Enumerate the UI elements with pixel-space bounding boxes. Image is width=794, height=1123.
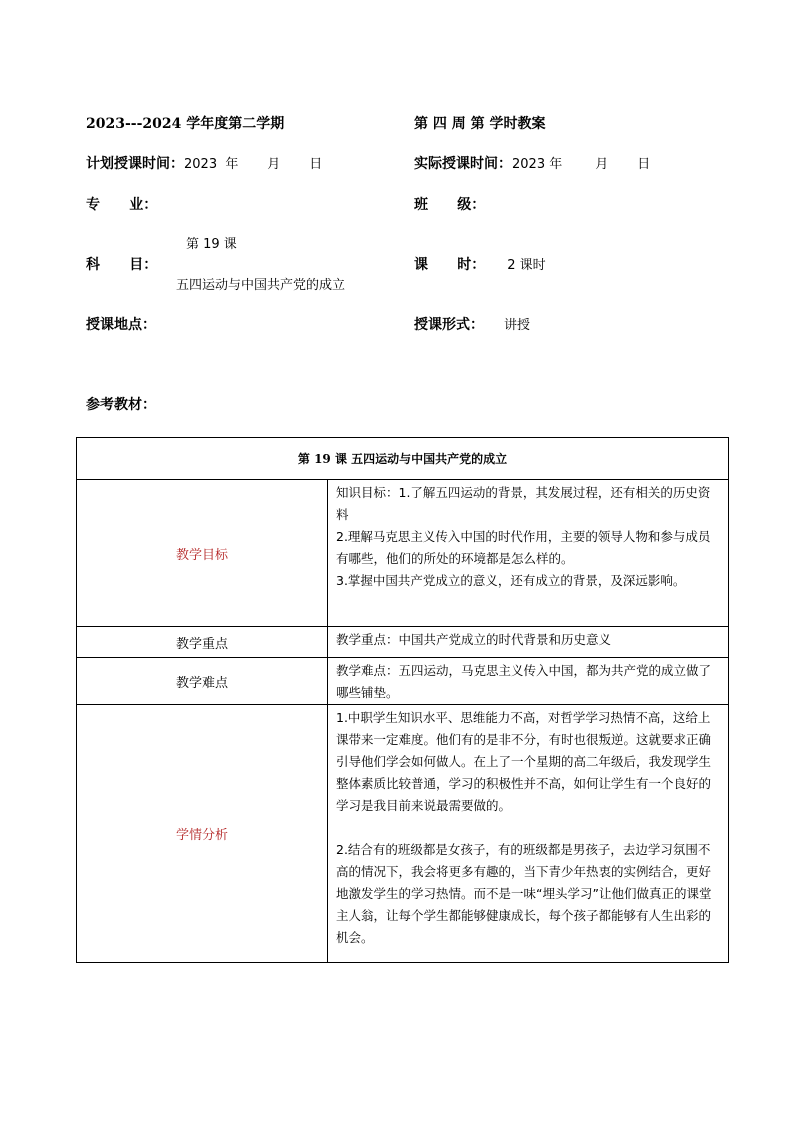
actual-time-value: 2023 年 月 日 bbox=[512, 157, 651, 172]
table-row bbox=[77, 627, 729, 658]
objectives-line: 3.掌握中国共产党成立的意义，还有成立的背景，及深远影响。 bbox=[336, 573, 686, 588]
hours-value: 2 课时 bbox=[507, 258, 546, 273]
table-row bbox=[77, 658, 729, 705]
hours bbox=[414, 254, 546, 274]
form bbox=[414, 314, 530, 334]
key-points-line: 教学重点：中国共产党成立的时代背景和历史意义 bbox=[336, 632, 612, 647]
table-row bbox=[77, 705, 729, 963]
form-label: 授课形式： bbox=[414, 317, 484, 333]
hours-label: 课 时： bbox=[414, 257, 486, 273]
key-points-content bbox=[328, 627, 729, 658]
objectives-content bbox=[328, 480, 729, 627]
objectives-line: 知识目标：1.了解五四运动的背景，其发展过程，还有相关的历史资料 bbox=[336, 485, 711, 522]
table-title: 第 19 课 五四运动与中国共产党的成立 bbox=[77, 438, 729, 480]
row-label-difficulties: 教学难点 bbox=[77, 658, 328, 705]
row-label-objectives: 教学目标 bbox=[77, 480, 328, 627]
row-label-key-points: 教学重点 bbox=[77, 627, 328, 658]
actual-time bbox=[414, 153, 650, 173]
reference-label: 参考教材： bbox=[86, 397, 156, 413]
semester-text: 2023---2024 学年度第二学期 bbox=[86, 116, 285, 132]
lesson-plan-table bbox=[76, 437, 729, 963]
row-label-analysis: 学情分析 bbox=[77, 705, 328, 963]
major-label: 专 业： bbox=[86, 197, 158, 213]
plan-time-value: 2023 年 月 日 bbox=[184, 157, 323, 172]
plan-time bbox=[86, 153, 322, 173]
actual-time-label: 实际授课时间： bbox=[414, 156, 512, 172]
location-label: 授课地点： bbox=[86, 317, 156, 333]
analysis-content bbox=[328, 705, 729, 963]
subject-line1: 第 19 课 bbox=[186, 237, 237, 252]
analysis-paragraph-1: 1.中职学生知识水平、思维能力不高，对哲学学习热情不高，这给上课带来一定难度。他们有的是非不分，有时也很叛逆。这就要求正确引导他们学会如何做人。在上了一个星期的高二年级后，我发现学生整体素质比较普通，学习的积极性并不高，如何让学生有一个良好的学习是我目前来说最需要做的。 bbox=[336, 710, 712, 813]
analysis-paragraph-2: 2.结合有的班级都是女孩子，有的班级都是男孩子，去边学习氛围不高的情况下，我会将更多有趣的，当下青少年热衷的实例结合，更好地激发学生的学习热情。而不是一味“埋头学习”让他们做真正的课堂主人翁，让每个学生都能够健康成长，每个孩子都能够有人生出彩的机会。 bbox=[336, 842, 712, 945]
plan-time-label: 计划授课时间： bbox=[86, 156, 184, 172]
form-value: 讲授 bbox=[504, 318, 531, 333]
week-text: 第 四 周 第 学时教案 bbox=[414, 116, 546, 132]
table-row bbox=[77, 480, 729, 627]
difficulties-content bbox=[328, 658, 729, 705]
subject-label: 科 目： bbox=[86, 257, 158, 273]
difficulties-line: 教学难点：五四运动，马克思主义传入中国，都为共产党的成立做了哪些铺垫。 bbox=[336, 663, 712, 700]
class-label: 班 级： bbox=[414, 197, 486, 213]
table-title-row bbox=[77, 438, 729, 480]
objectives-line: 2.理解马克思主义传入中国的时代作用，主要的领导人物和参与成员有哪些，他们的所处的环境都是怎么样的。 bbox=[336, 529, 711, 566]
subject-line2: 五四运动与中国共产党的成立 bbox=[176, 278, 346, 293]
